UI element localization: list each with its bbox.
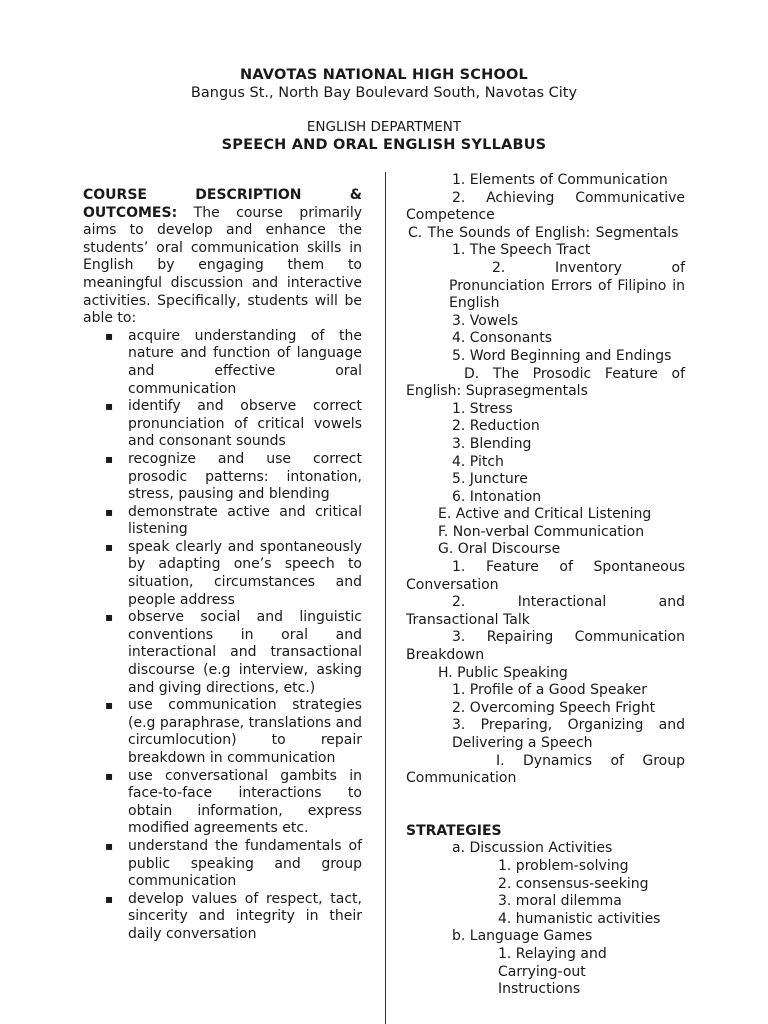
outcome-item: ▪ use communication strategies (e.g paraphrase, translations and circumlocution) to repair breakdown in communication bbox=[105, 697, 362, 766]
section-e: E. Active and Critical Listening bbox=[438, 506, 652, 523]
bullet-icon: ▪ bbox=[105, 399, 114, 414]
school-address: Bangus St., North Bay Boulevard South, Navotas City bbox=[190, 85, 578, 101]
bullet-icon: ▪ bbox=[105, 539, 114, 554]
section-d: D. The Prosodic Feature of English: Suprasegmentals bbox=[406, 365, 685, 400]
outcome-item: ▪ acquire understanding of the nature and function of language and effective oral communication bbox=[105, 327, 362, 397]
section-g: G. Oral Discourse bbox=[438, 541, 561, 558]
topic-b1: 1. Elements of Communication bbox=[452, 172, 668, 188]
strategy-b: b. Language Games bbox=[452, 928, 593, 945]
topic-g3: 3. Repairing Communication Breakdown bbox=[406, 629, 685, 664]
topic-h3: 3. Preparing, Organizing and Delivering a Speech bbox=[452, 717, 685, 751]
outcomes-list bbox=[83, 328, 362, 944]
topic-c5: 5. Word Beginning and Endings bbox=[452, 347, 672, 364]
topic-d4: 4. Pitch bbox=[452, 453, 504, 470]
bullet-icon: ▪ bbox=[105, 891, 114, 906]
topic-g2: 2. Interactional and Transactional Talk bbox=[406, 594, 685, 628]
strategy-a4: 4. humanistic activities bbox=[498, 910, 661, 927]
strategy-a: a. Discussion Activities bbox=[452, 840, 613, 857]
topic-d3: 3. Blending bbox=[452, 435, 532, 452]
bullet-icon: ▪ bbox=[105, 838, 114, 853]
section-f: F. Non-verbal Communication bbox=[438, 523, 645, 540]
topic-c2: 2. Inventory of Pronunciation Errors of Filipino in English bbox=[449, 259, 685, 312]
outcome-item: ▪ identify and observe correct pronunciation of critical vowels and consonant sounds bbox=[105, 398, 362, 450]
bullet-icon: ▪ bbox=[105, 610, 114, 625]
topic-d6: 6. Intonation bbox=[452, 488, 542, 505]
topic-d2: 2. Reduction bbox=[452, 418, 540, 435]
section-c: C. The Sounds of English: Segmentals bbox=[408, 224, 679, 241]
strategy-a2: 2. consensus-seeking bbox=[498, 875, 649, 892]
topic-d5: 5. Juncture bbox=[452, 471, 528, 488]
left-column bbox=[83, 187, 362, 944]
topic-c1: 1. The Speech Tract bbox=[452, 242, 591, 259]
section-h: H. Public Speaking bbox=[438, 664, 568, 681]
bullet-icon: ▪ bbox=[105, 328, 114, 343]
topic-c4: 4. Consonants bbox=[452, 330, 552, 347]
bullet-icon: ▪ bbox=[105, 768, 114, 783]
outcome-item: ▪ use conversational gambits in face-to-face interactions to obtain information, express modified agreements etc. bbox=[105, 767, 362, 837]
course-description bbox=[83, 187, 362, 328]
topic-h2: 2. Overcoming Speech Fright bbox=[452, 699, 656, 716]
department-name: ENGLISH DEPARTMENT bbox=[306, 119, 462, 135]
outcome-item: ▪ understand the fundamentals of public speaking and group communication bbox=[105, 837, 362, 890]
topic-c3: 3. Vowels bbox=[452, 312, 519, 329]
outcome-item: ▪ demonstrate active and critical listening bbox=[105, 503, 362, 538]
outcome-item: ▪ recognize and use correct prosodic patterns: intonation, stress, pausing and blending bbox=[105, 450, 362, 503]
document-header bbox=[0, 66, 768, 154]
outcome-item: ▪ observe social and linguistic conventions in oral and interactional and transactional discourse (e.g interview, asking and giving directions, etc.) bbox=[105, 609, 362, 696]
course-description-heading: COURSE DESCRIPTION & OUTCOMES: bbox=[83, 187, 362, 221]
syllabus-title: SPEECH AND ORAL ENGLISH SYLLABUS bbox=[221, 137, 547, 153]
topic-b2: 2. Achieving Communicative Competence bbox=[406, 189, 685, 224]
topic-g1: 1. Feature of Spontaneous Conversation bbox=[406, 559, 685, 593]
strategy-b1: 1. Relaying and Carrying-out Instructions bbox=[498, 945, 607, 998]
outcome-item: ▪ speak clearly and spontaneously by adapting one’s speech to situation, circumstances and people address bbox=[105, 538, 362, 608]
bullet-icon: ▪ bbox=[105, 504, 114, 519]
strategies-heading: STRATEGIES bbox=[406, 822, 502, 839]
topic-h1: 1. Profile of a Good Speaker bbox=[452, 682, 648, 699]
topic-d1: 1. Stress bbox=[452, 400, 513, 417]
course-description-text: The course primarily aims to develop and enhance the students’ oral communication skills in English by engaging them to meaningful discussion and interactive activities. Specifically, students will be able to: bbox=[83, 204, 362, 327]
strategy-a3: 3. moral dilemma bbox=[498, 893, 622, 910]
strategy-a1: 1. problem-solving bbox=[498, 857, 629, 874]
right-column bbox=[406, 172, 685, 999]
column-divider bbox=[385, 172, 386, 1024]
section-i: I. Dynamics of Group Communication bbox=[406, 752, 685, 787]
school-name: NAVOTAS NATIONAL HIGH SCHOOL bbox=[240, 67, 528, 83]
outcome-item: ▪ develop values of respect, tact, sincerity and integrity in their daily conversation bbox=[105, 890, 362, 942]
bullet-icon: ▪ bbox=[105, 698, 114, 713]
bullet-icon: ▪ bbox=[105, 451, 114, 466]
